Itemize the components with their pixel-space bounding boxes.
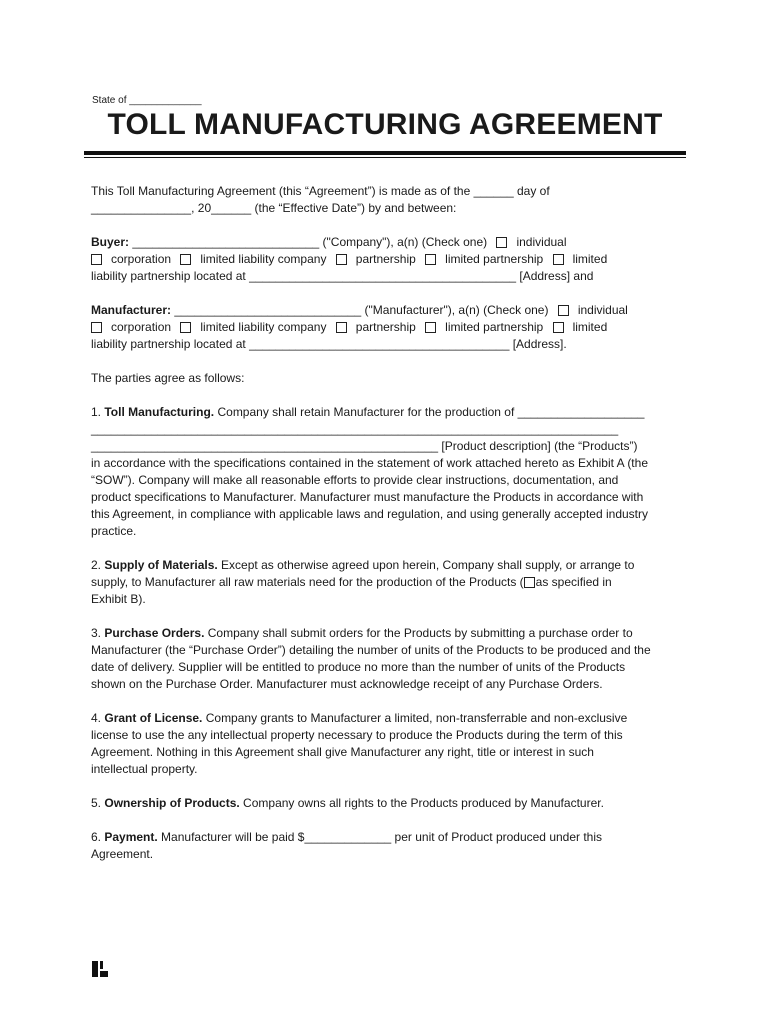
as-specified-checkbox[interactable] (524, 577, 535, 588)
title-rule-thin (84, 157, 686, 158)
manufacturer-checkbox-individual[interactable] (558, 305, 569, 316)
section-2: 2. Supply of Materials. Except as otherwise agreed upon herein, Company shall supply, or arrange to supply, to Manufacturer all raw materials need for the production of the Products ( as specified in Exhibit B). (91, 558, 635, 606)
section-3: 3. Purchase Orders. Company shall submit orders for the Products by submitting a purchase order to Manufacturer (the “Purchase Order”) detailing the number of units of the Products to be produced and the date of delivery. Supplier will be entitled to produce no more than the number of units of the Products shown on the Purchase Order. Manufacturer must acknowledge receipt of any Purchase Orders. (91, 626, 651, 691)
section-2-heading: Supply of Materials. (104, 558, 218, 572)
brand-logo-icon (91, 960, 109, 978)
buyer-label: Buyer: (91, 235, 130, 249)
buyer-checkbox-llc[interactable] (180, 254, 191, 265)
section-1: 1. Toll Manufacturing. Company shall retain Manufacturer for the production of ___________________ _______________________________________________________________________________ ____________________________________________________ [Product description] (the “Products”) in accordance with the specifications contained in the statement of work attached hereto as Exhibit A (the “SOW”). Company will make all reasonable efforts to provide clear instructions, documentation, and product specifications to Manufacturer. Manufacturer must manufacture the Products in accordance with this Agreement, in compliance with applicable laws and regulation, and using generally accepted industry practice. (91, 405, 648, 538)
section-4: 4. Grant of License. Company grants to Manufacturer a limited, non-transferrable and non-exclusive license to use the any intellectual property necessary to produce the Products during the term of this Agreement. Nothing in this Agreement shall give Manufacturer any right, title or interest in such intellectual property. (91, 711, 628, 776)
buyer-checkbox-lp[interactable] (425, 254, 436, 265)
manufacturer-checkbox-corporation[interactable] (91, 322, 102, 333)
section-6-heading: Payment. (104, 830, 158, 844)
manufacturer-label: Manufacturer: (91, 303, 172, 317)
section-1-heading: Toll Manufacturing. (104, 405, 215, 419)
buyer-checkbox-corporation[interactable] (91, 254, 102, 265)
section-4-heading: Grant of License. (104, 711, 203, 725)
section-5: 5. Ownership of Products. Company owns all rights to the Products produced by Manufacturer. (91, 796, 604, 810)
buyer-checkbox-llp[interactable] (553, 254, 564, 265)
buyer-checkbox-partnership[interactable] (336, 254, 347, 265)
buyer-checkbox-individual[interactable] (496, 237, 507, 248)
section-6: 6. Payment. Manufacturer will be paid $_____________ per unit of Product produced under this Agreement. (91, 830, 603, 861)
manufacturer-checkbox-llc[interactable] (180, 322, 191, 333)
state-line: State of _____________ (92, 95, 202, 106)
buyer-paragraph: Buyer: ____________________________ ("Company"), a(n) (Check one) individual corporation limited liability company partnership limited partnership limited liability partnership located at ________________________________________ [Address] and (91, 235, 608, 283)
section-5-heading: Ownership of Products. (104, 796, 240, 810)
manufacturer-checkbox-llp[interactable] (553, 322, 564, 333)
parties-agree: The parties agree as follows: (91, 371, 245, 385)
section-3-heading: Purchase Orders. (104, 626, 205, 640)
title-rule-thick (84, 151, 686, 155)
manufacturer-paragraph: Manufacturer: ____________________________ ("Manufacturer"), a(n) (Check one) individual corporation limited liability company partnership limited partnership limited liability partnership located at _______________________________________ [Address]. (91, 303, 628, 351)
document-body (91, 183, 686, 880)
manufacturer-checkbox-partnership[interactable] (336, 322, 347, 333)
intro-paragraph: This Toll Manufacturing Agreement (this “Agreement”) is made as of the ______ day of _______________, 20______ (the “Effective Date”) by and between: (91, 184, 550, 215)
document-title: TOLL MANUFACTURING AGREEMENT (107, 108, 663, 141)
manufacturer-checkbox-lp[interactable] (425, 322, 436, 333)
